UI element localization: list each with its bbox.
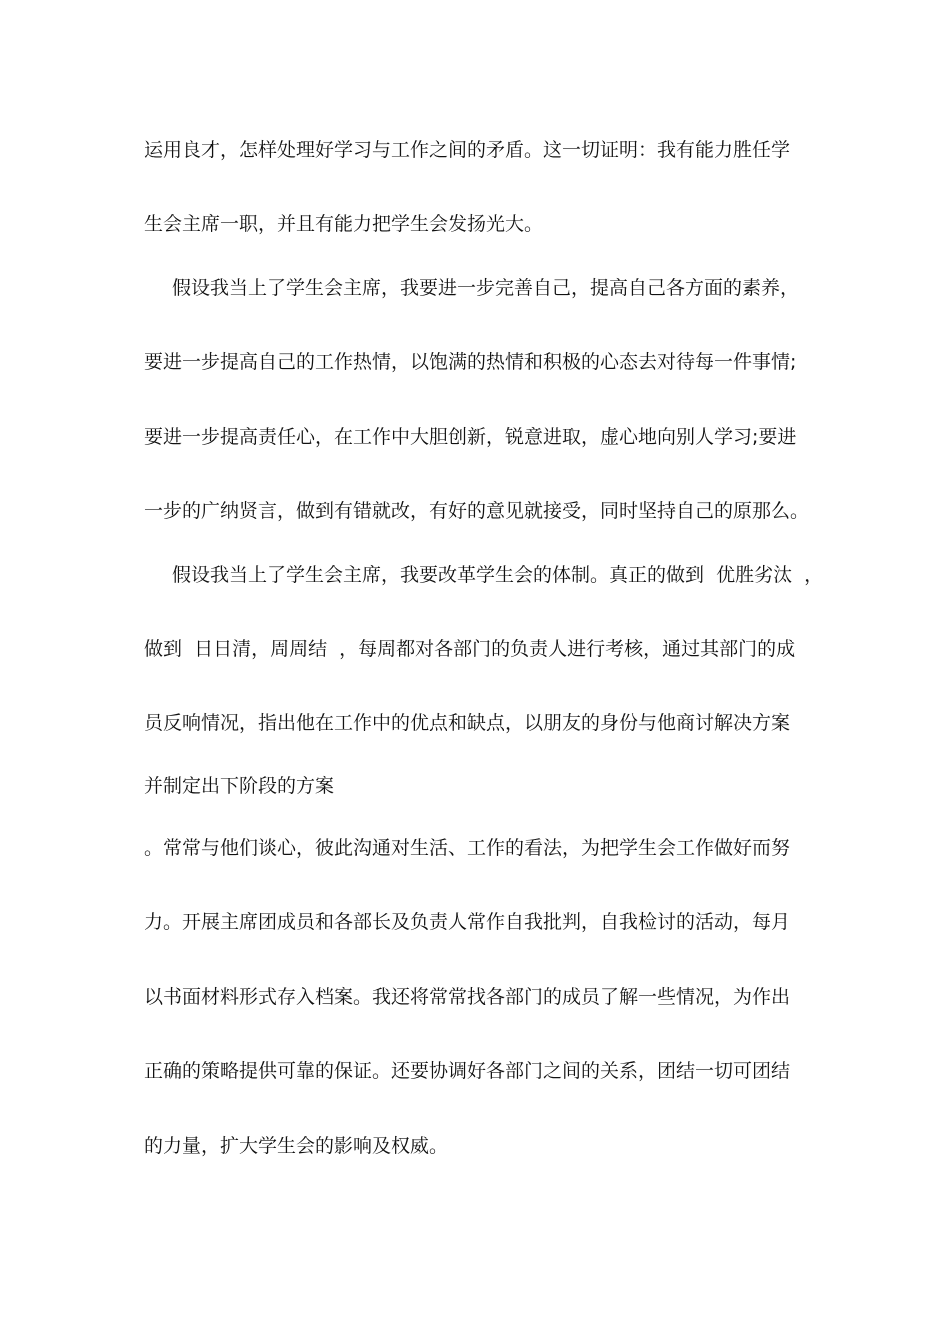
text-line-3: 假设我当上了学生会主席，我要进一步完善自己，提高自己各方面的素养， [172, 277, 800, 299]
text-line-6: 一步的广纳贤言，做到有错就改，有好的意见就接受，同时坚持自己的原那么。 [144, 500, 810, 522]
text-line-7: 假设我当上了学生会主席，我要改革学生会的体制。真正的做到 优胜劣汰 ， [172, 564, 824, 586]
text-line-13: 以书面材料形式存入档案。我还将常常找各部门的成员了解一些情况，为作出 [144, 986, 791, 1008]
text-line-1: 运用良才，怎样处理好学习与工作之间的矛盾。这一切证明：我有能力胜任学 [144, 139, 791, 161]
text-line-9: 员反响情况，指出他在工作中的优点和缺点，以朋友的身份与他商讨解决方案 [144, 712, 791, 734]
text-line-12: 力。开展主席团成员和各部长及负责人常作自我批判，自我检讨的活动，每月 [144, 911, 791, 933]
text-line-4: 要进一步提高自己的工作热情，以饱满的热情和积极的心态去对待每一件事情; [144, 351, 797, 373]
text-line-8: 做到 日日清，周周结 ，每周都对各部门的负责人进行考核，通过其部门的成 [144, 638, 796, 660]
text-line-5: 要进一步提高责任心，在工作中大胆创新，锐意进取，虚心地向别人学习;要进 [144, 426, 797, 448]
text-line-14: 正确的策略提供可靠的保证。还要协调好各部门之间的关系，团结一切可团结 [144, 1060, 791, 1082]
text-line-15: 的力量，扩大学生会的影响及权威。 [144, 1135, 449, 1157]
text-line-10: 并制定出下阶段的方案 [144, 775, 335, 797]
text-line-2: 生会主席一职，并且有能力把学生会发扬光大。 [144, 213, 544, 235]
text-line-11: 。常常与他们谈心，彼此沟通对生活、工作的看法，为把学生会工作做好而努 [144, 837, 791, 859]
